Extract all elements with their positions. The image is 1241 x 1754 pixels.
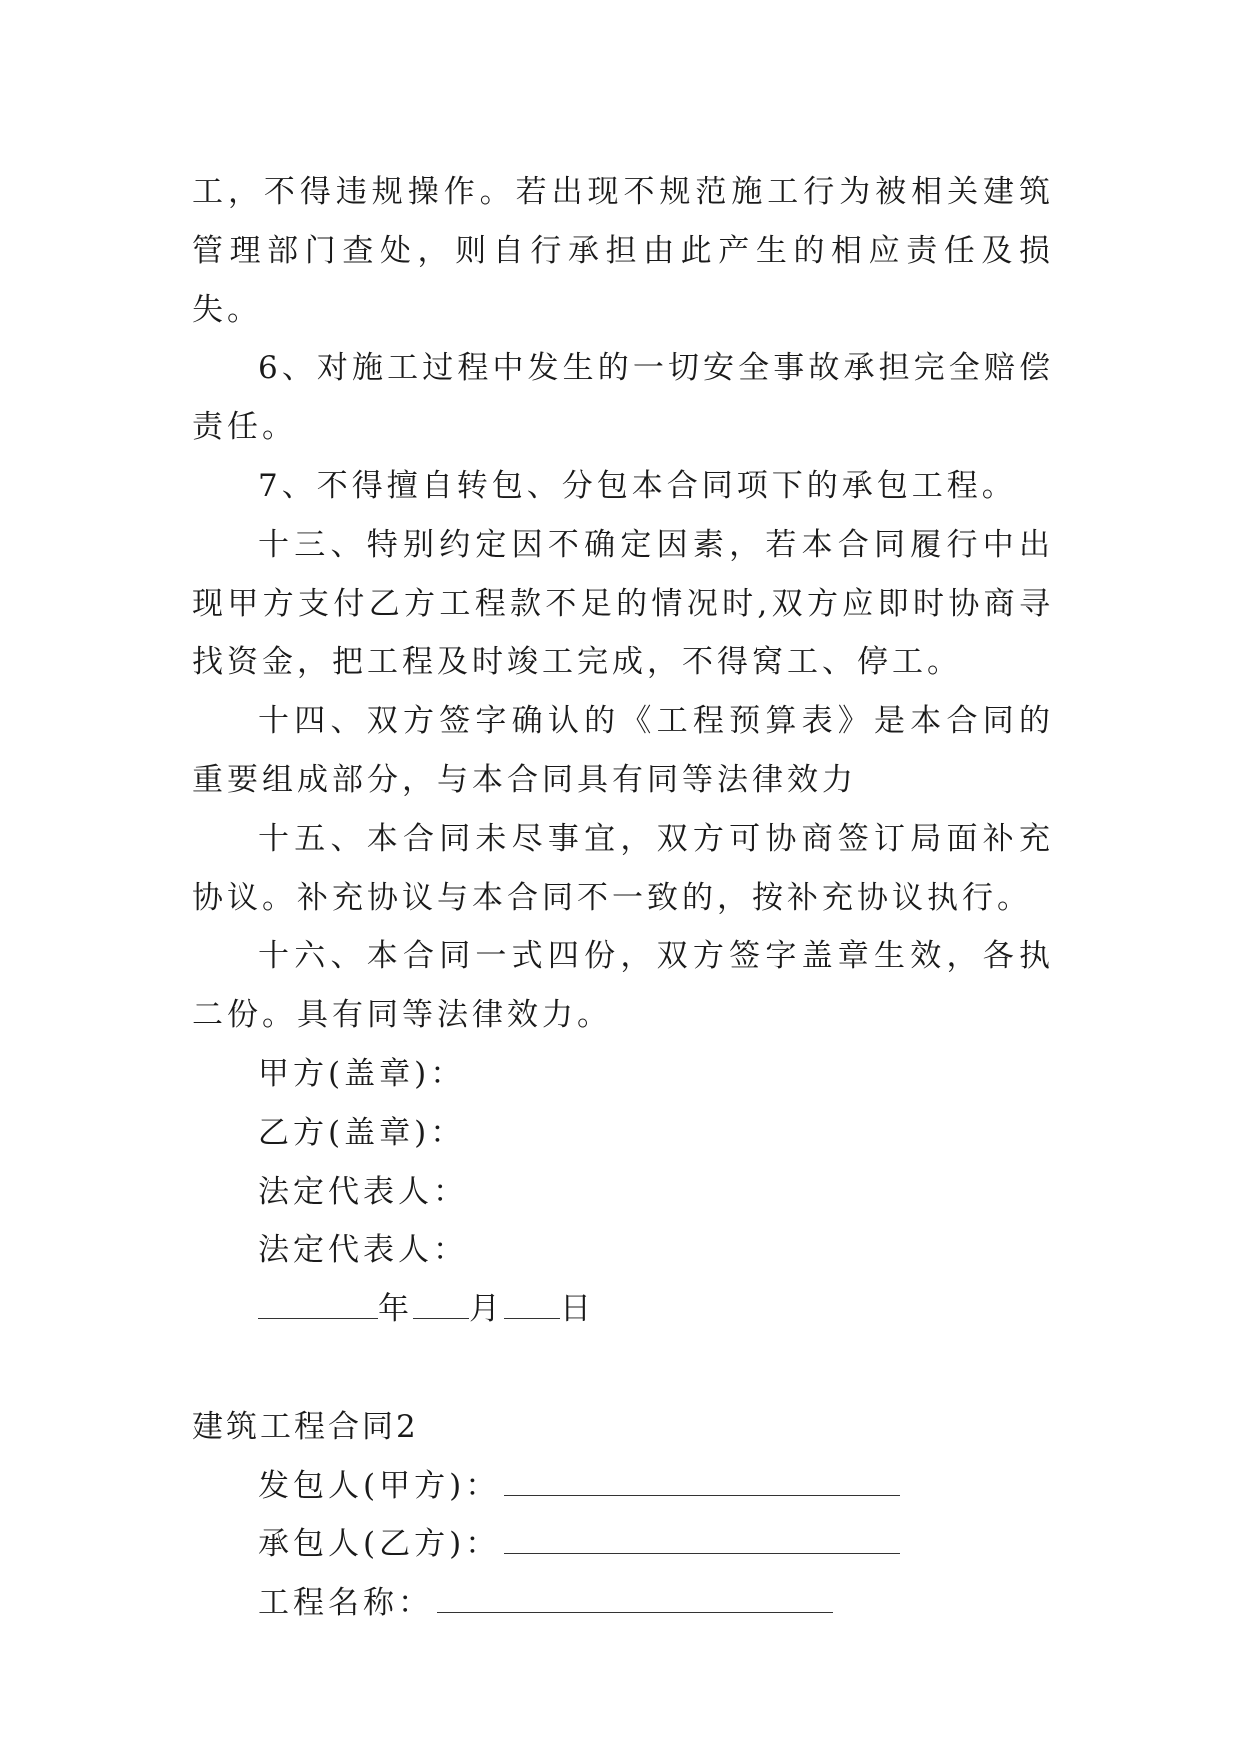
- date-day-blank: [504, 1318, 560, 1319]
- contract-2-title: 建筑工程合同2: [192, 1408, 419, 1445]
- field-contractor-blank: [504, 1553, 900, 1554]
- document-body: [192, 163, 1054, 1633]
- date-day-label: 日: [560, 1291, 595, 1328]
- field-project-name-label: 工程名称：: [258, 1585, 433, 1622]
- paragraph-clause-7: 7、不得擅自转包、分包本合同项下的承包工程。: [258, 467, 1017, 504]
- paragraph-article-15: 十五、本合同未尽事宜，双方可协商签订局面补充协议。补充协议与本合同不一致的，按补充协议执行。: [192, 820, 1054, 916]
- date-month-label: 月: [469, 1291, 504, 1328]
- date-year-label: 年: [378, 1291, 413, 1328]
- field-contractor-label: 承包人(乙方)：: [258, 1526, 501, 1563]
- paragraph-clause-6: 6、对施工过程中发生的一切安全事故承担完全赔偿责任。: [192, 350, 1054, 446]
- section-gap: [192, 1339, 1054, 1398]
- signature-legal-rep-2: 法定代表人：: [258, 1232, 468, 1269]
- paragraph-article-16: 十六、本合同一式四份，双方签字盖章生效，各执二份。具有同等法律效力。: [192, 938, 1054, 1034]
- field-project-name-blank: [437, 1612, 833, 1613]
- signature-party-a: 甲方(盖章)：: [258, 1055, 466, 1092]
- date-year-blank: [258, 1318, 378, 1319]
- paragraph-article-14: 十四、双方签字确认的《工程预算表》是本合同的重要组成部分，与本合同具有同等法律效力: [192, 703, 1054, 798]
- paragraph-continuation: 工，不得违规操作。若出现不规范施工行为被相关建筑管理部门查处，则自行承担由此产生的相应责任及损失。: [192, 174, 1054, 328]
- date-month-blank: [413, 1318, 469, 1319]
- field-project-name: [192, 1574, 1054, 1633]
- signature-legal-rep-1: 法定代表人：: [258, 1173, 468, 1210]
- field-contractor: [192, 1515, 1054, 1574]
- field-employer: [192, 1457, 1054, 1516]
- field-employer-blank: [504, 1495, 900, 1496]
- field-employer-label: 发包人(甲方)：: [258, 1467, 501, 1504]
- signature-date: [192, 1280, 1054, 1339]
- paragraph-article-13: 十三、特别约定因不确定因素，若本合同履行中出现甲方支付乙方工程款不足的情况时,双方应即时协商寻找资金，把工程及时竣工完成，不得窝工、停工。: [192, 526, 1054, 681]
- signature-party-b: 乙方(盖章)：: [258, 1114, 466, 1151]
